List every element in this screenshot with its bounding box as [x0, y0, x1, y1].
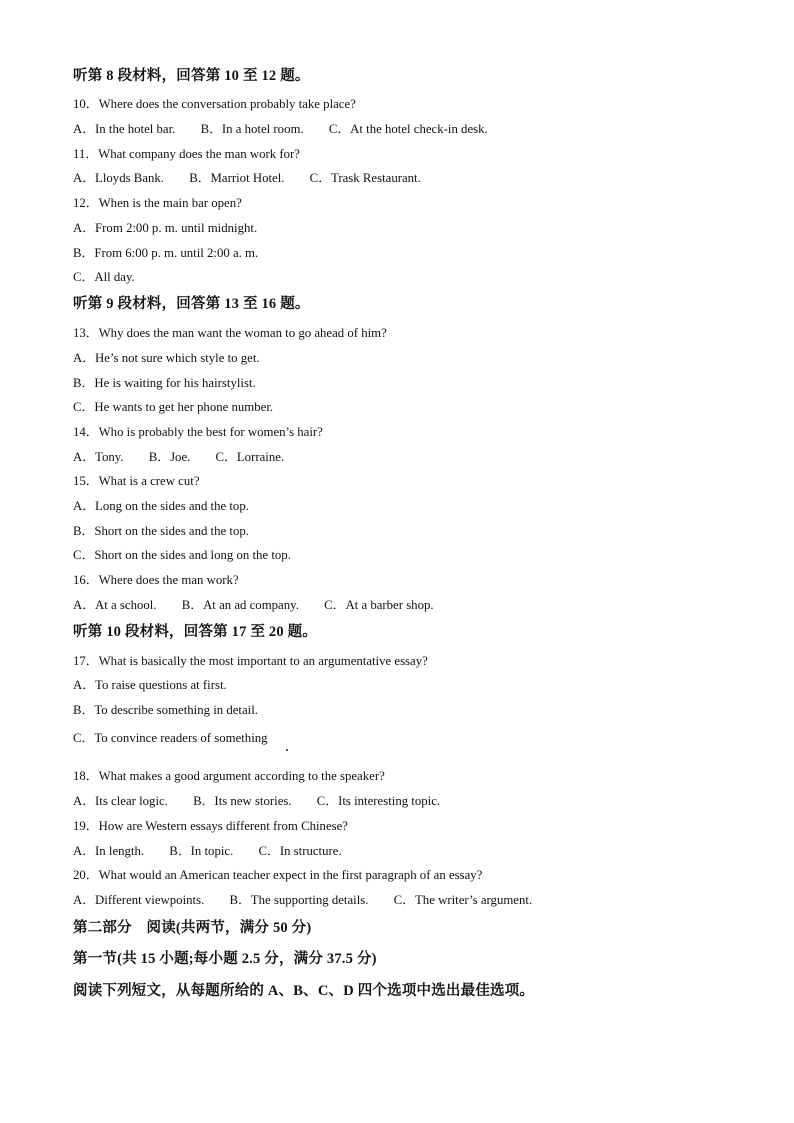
question-15-option-a: A．Long on the sides and the top. — [73, 499, 249, 513]
question-15-option-c: C．Short on the sides and long on the top. — [73, 548, 291, 562]
question-13-option-a: A．He’s not sure which style to get. — [73, 351, 260, 365]
option-c: C．In structure. — [258, 844, 342, 858]
question-14: 14．Who is probably the best for women’s hair? — [73, 425, 323, 439]
question-13-option-b: B．He is waiting for his hairstylist. — [73, 376, 256, 390]
option-b: B．At an ad company. — [181, 598, 299, 612]
question-16-options — [73, 596, 434, 614]
option-a: A．Different viewpoints. — [73, 893, 205, 907]
part2-section1: 第一节(共 15 小题;每小题 2.5 分，满分 37.5 分) — [73, 951, 377, 967]
question-17: 17．What is basically the most important to an argumentative essay? — [73, 654, 428, 668]
question-13: 13．Why does the man want the woman to go ahead of him? — [73, 326, 387, 340]
option-a: A．In length. — [73, 844, 145, 858]
option-a: A．Lloyds Bank. — [73, 171, 164, 185]
question-19-options — [73, 842, 342, 860]
question-18-options — [73, 792, 440, 810]
option-b: B．The supporting details. — [229, 893, 369, 907]
question-20-options — [73, 891, 532, 909]
option-a: A．Tony. — [73, 450, 124, 464]
option-b: B．In topic. — [169, 844, 234, 858]
question-17-option-c: C．To convince readers of something — [73, 731, 268, 745]
option-b: B．Joe. — [148, 450, 191, 464]
question-15: 15．What is a crew cut? — [73, 474, 200, 488]
question-13-option-c: C．He wants to get her phone number. — [73, 400, 274, 414]
question-12: 12．When is the main bar open? — [73, 196, 242, 210]
option-a: A．At a school. — [73, 598, 157, 612]
option-c: C．Its interesting topic. — [316, 794, 441, 808]
option-c: C．The writer’s argument. — [393, 893, 533, 907]
question-19: 19．How are Western essays different from Chinese? — [73, 819, 348, 833]
question-12-option-c: C．All day. — [73, 270, 135, 284]
question-11: 11．What company does the man work for? — [73, 147, 300, 161]
section-heading-8: 听第 8 段材料，回答第 10 至 12 题。 — [73, 68, 310, 84]
option-c: C．Trask Restaurant. — [309, 171, 421, 185]
question-16: 16．Where does the man work? — [73, 573, 239, 587]
option-b: B．Its new stories. — [193, 794, 292, 808]
option-c: C．Lorraine. — [215, 450, 285, 464]
option-b: B．Marriot Hotel. — [189, 171, 285, 185]
question-10: 10．Where does the conversation probably take place? — [73, 97, 356, 111]
option-a: A．In the hotel bar. — [73, 122, 176, 136]
question-17-option-b: B．To describe something in detail. — [73, 703, 258, 717]
question-12-option-b: B．From 6:00 p. m. until 2:00 a. m. — [73, 246, 259, 260]
question-12-option-a: A．From 2:00 p. m. until midnight. — [73, 221, 258, 235]
part2-instruction: 阅读下列短文，从每题所给的 A、B、C、D 四个选项中选出最佳选项。 — [73, 983, 535, 999]
question-11-options — [73, 169, 421, 187]
question-17-option-a: A．To raise questions at first. — [73, 678, 227, 692]
question-15-option-b: B．Short on the sides and the top. — [73, 524, 249, 538]
option-b: B．In a hotel room. — [200, 122, 304, 136]
stray-mark — [286, 749, 288, 751]
section-heading-9: 听第 9 段材料，回答第 13 至 16 题。 — [73, 296, 310, 312]
option-c: C．At the hotel check-in desk. — [328, 122, 488, 136]
option-c: C．At a barber shop. — [324, 598, 434, 612]
option-a: A．Its clear logic. — [73, 794, 168, 808]
section-heading-10: 听第 10 段材料，回答第 17 至 20 题。 — [73, 624, 318, 640]
part2-title: 第二部分 阅读(共两节，满分 50 分) — [73, 920, 312, 936]
question-18: 18．What makes a good argument according to the speaker? — [73, 769, 385, 783]
question-14-options — [73, 448, 284, 466]
question-10-options — [73, 120, 488, 138]
question-20: 20．What would an American teacher expect in the first paragraph of an essay? — [73, 868, 483, 882]
